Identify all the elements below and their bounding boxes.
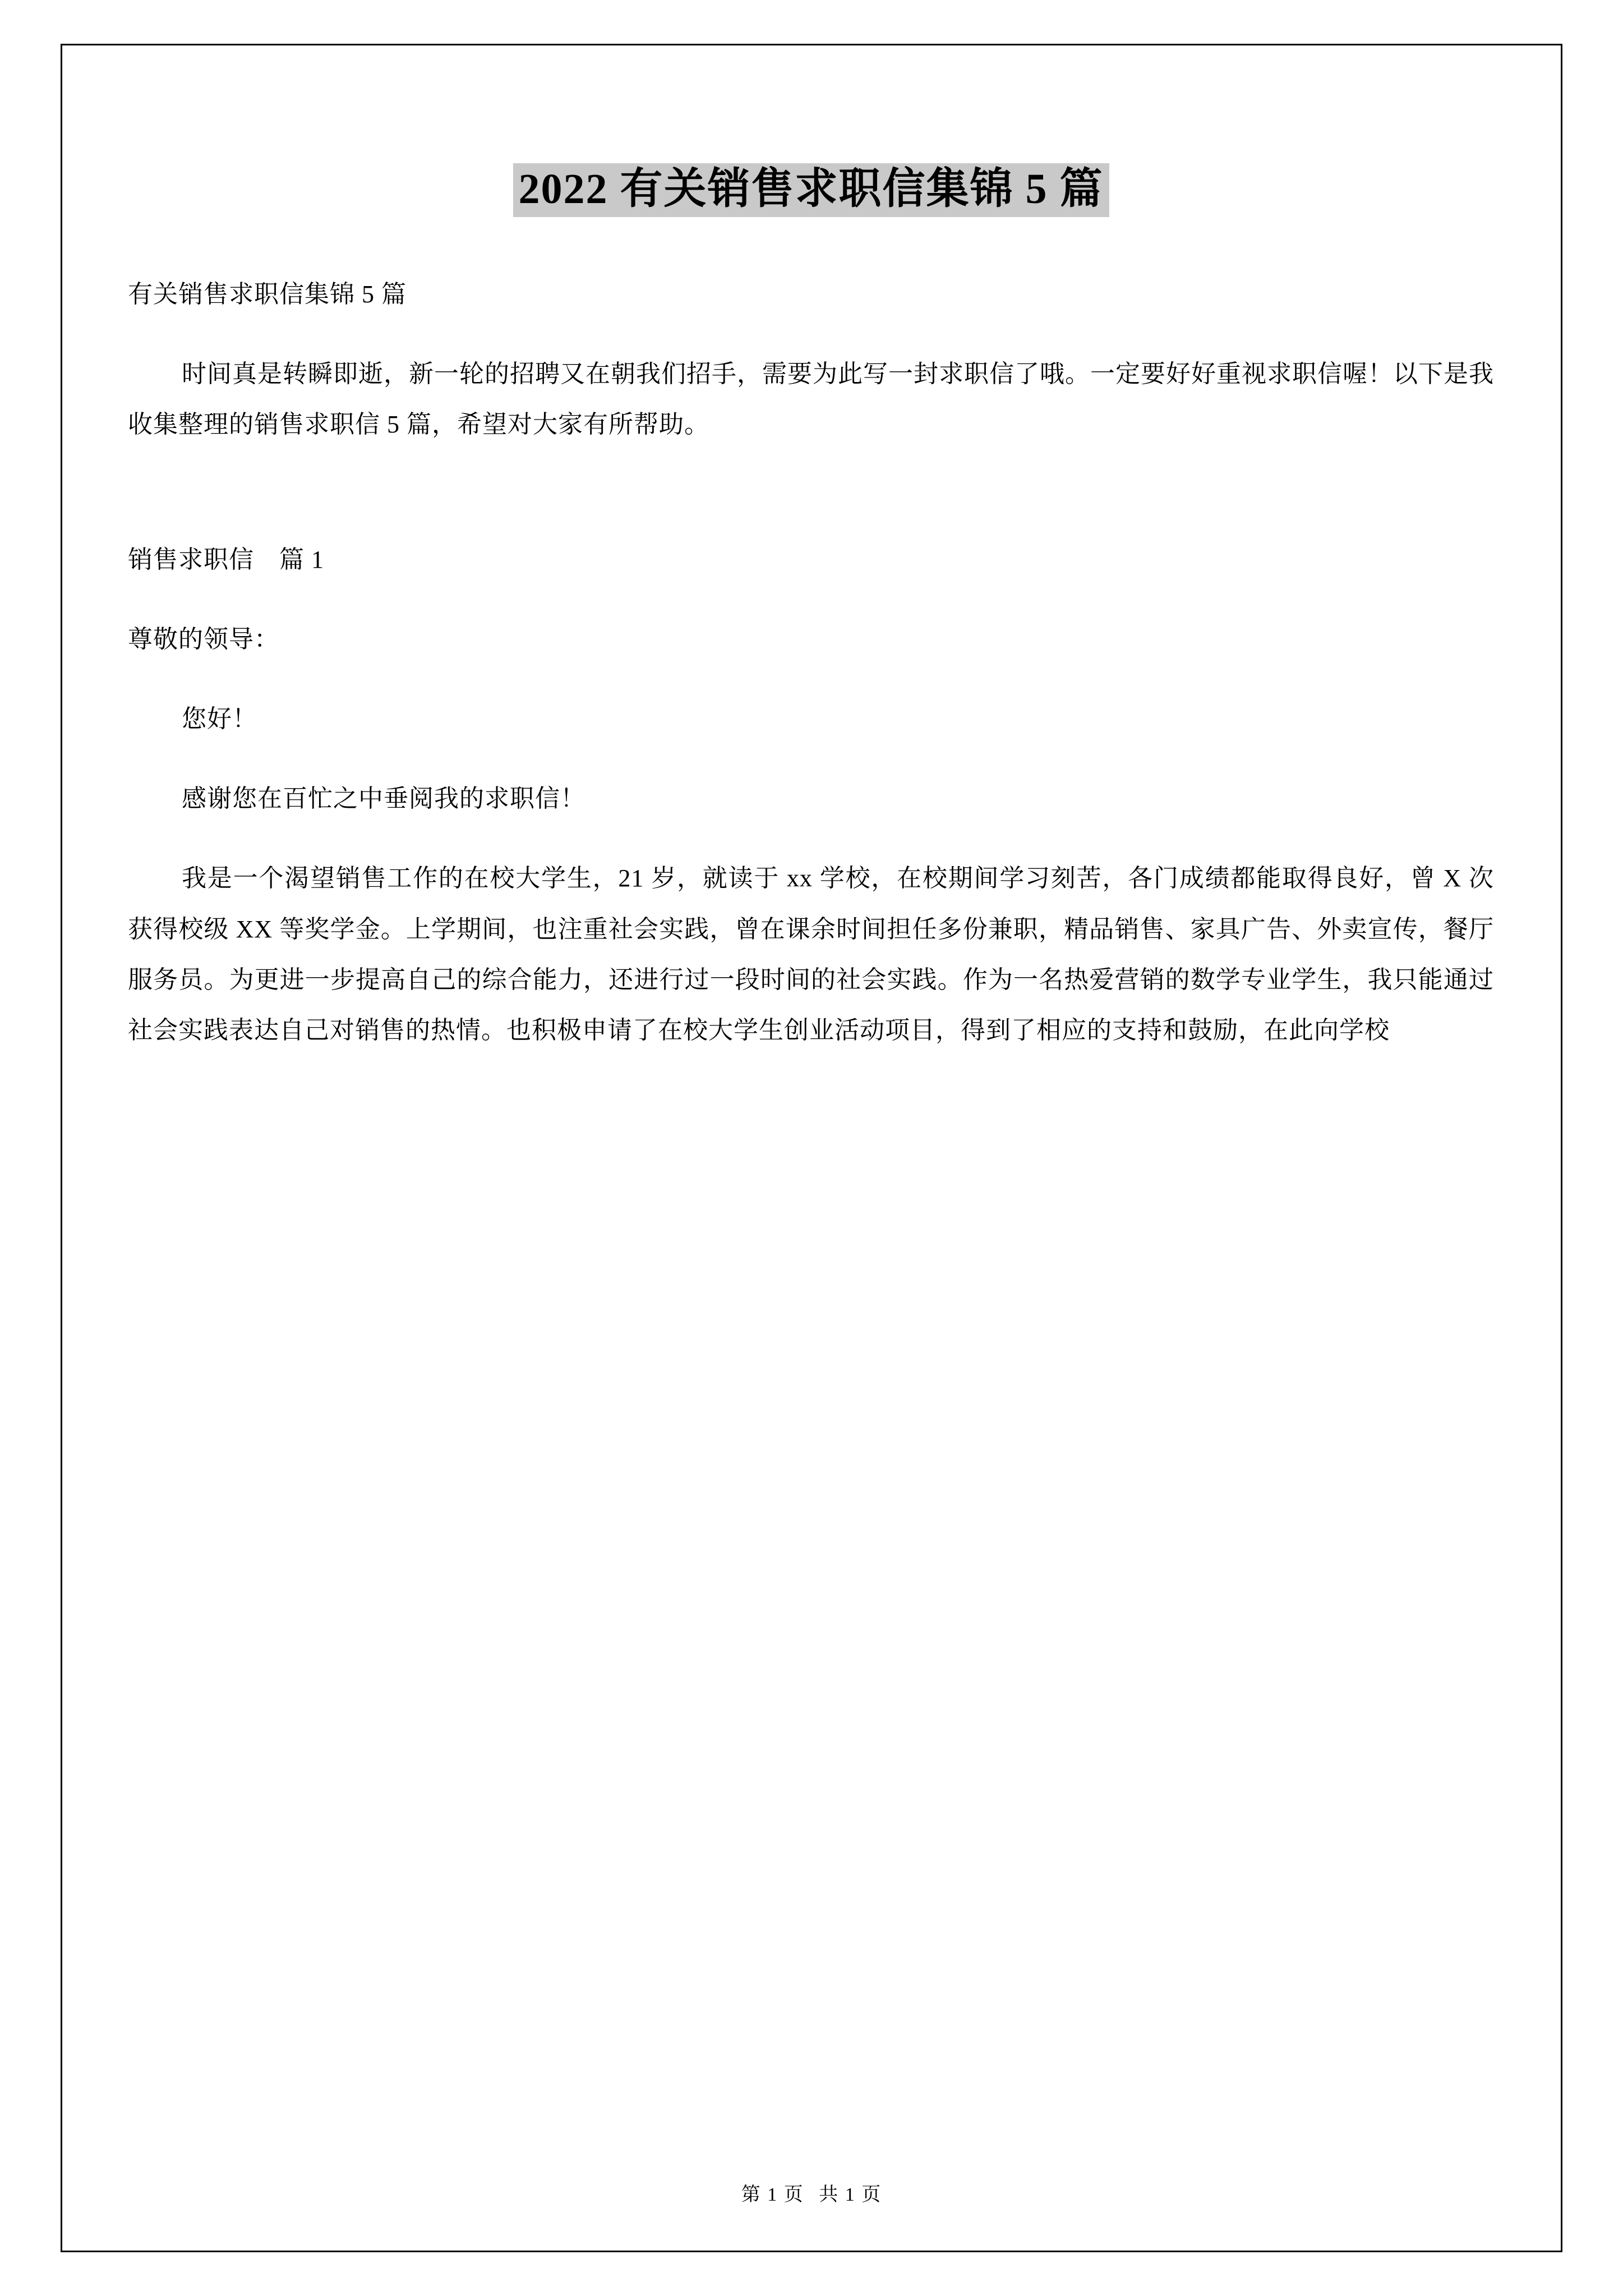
document-content xyxy=(128,84,1494,1056)
greeting: 您好！ xyxy=(182,705,257,733)
spacer xyxy=(128,744,1494,774)
salutation: 尊敬的领导： xyxy=(128,625,279,653)
footer-total-pages: 共 1 页 xyxy=(819,2184,882,2205)
spacer xyxy=(128,450,1494,535)
spacer xyxy=(128,320,1494,349)
page-title xyxy=(128,157,1494,221)
spacer xyxy=(128,585,1494,614)
thanks-line: 感谢您在百忙之中垂阅我的求职信！ xyxy=(182,785,585,813)
page-title-text: 2022 有关销售求职信集锦 5 篇 xyxy=(513,163,1109,217)
page-footer xyxy=(0,2179,1623,2206)
intro-paragraph: 时间真是转瞬即逝，新一轮的招聘又在朝我们招手，需要为此写一封求职信了哦。一定要好好重视求职信喔！以下是我收集整理的销售求职信 5 篇，希望对大家有所帮助。 xyxy=(128,360,1494,439)
spacer xyxy=(128,824,1494,853)
spacer xyxy=(128,665,1494,694)
body-paragraph-1: 我是一个渴望销售工作的在校大学生，21 岁，就读于 xx 学校，在校期间学习刻苦，各门成绩都能取得良好，曾 X 次获得校级 XX 等奖学金。上学期间，也注重社会实践，曾在课余时间担任多份兼职，精品销售、家具广告、外卖宣传，餐厅服务员。为更进一步提高自己的综合能力，还进行过一段时间的社会实践。作为一名热爱营销的数学专业学生，我只能通过社会实践表达自己对销售的热情。也积极申请了在校大学生创业活动项目，得到了相应的支持和鼓励，在此向学校 xyxy=(128,864,1494,1044)
subtitle-line: 有关销售求职信集锦 5 篇 xyxy=(128,280,407,308)
section-heading-1: 销售求职信 篇 1 xyxy=(128,545,324,573)
footer-page-number: 第 1 页 xyxy=(741,2184,804,2205)
spacer xyxy=(128,221,1494,269)
